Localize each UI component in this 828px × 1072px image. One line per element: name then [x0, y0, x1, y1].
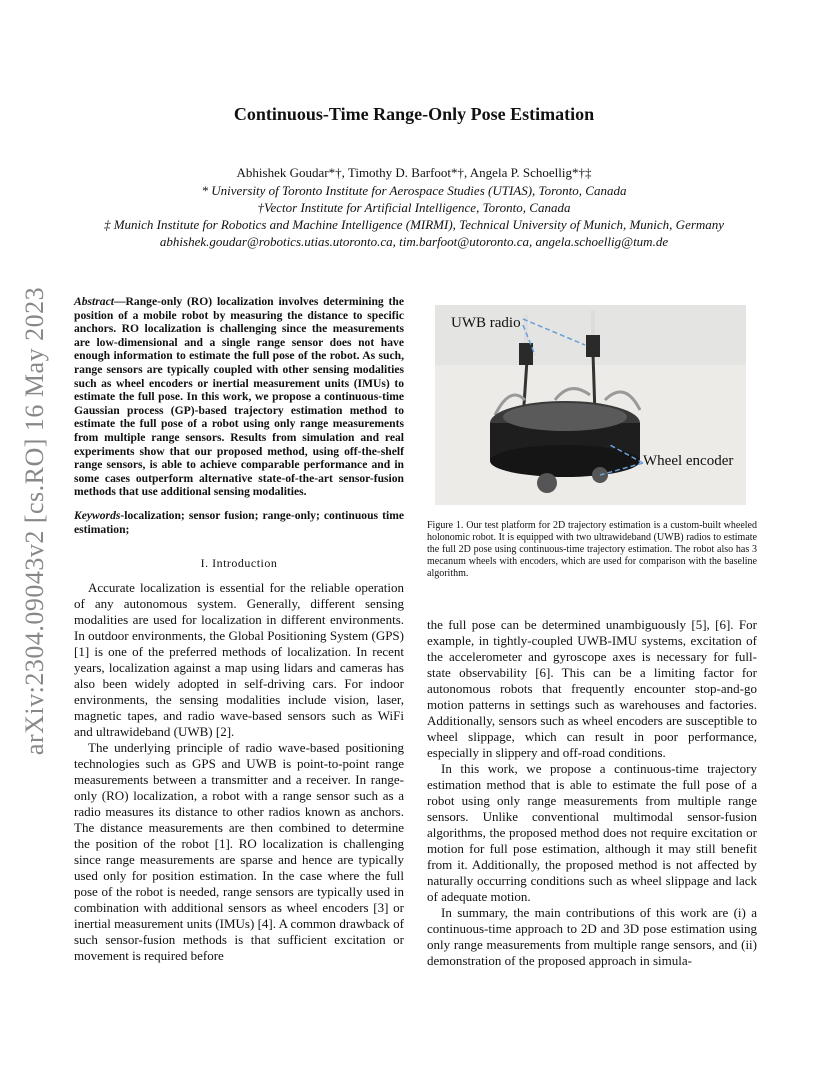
- left-column: [74, 295, 404, 964]
- affiliation-utias: * University of Toronto Institute for Aerospace Studies (UTIAS), Toronto, Canada: [201, 183, 627, 198]
- affiliation-mirmi: ‡ Munich Institute for Robotics and Machine Intelligence (MIRMI), Technical University of Munich, Munich, Germany: [103, 217, 725, 232]
- abstract-label: Abstract: [74, 295, 114, 308]
- figure-label-wheel: Wheel encoder: [643, 453, 734, 469]
- keywords-label: Keywords: [74, 508, 121, 522]
- authors: Abhishek Goudar*†, Timothy D. Barfoot*†, Angela P. Schoellig*†‡: [236, 165, 592, 180]
- robot-photo: [435, 305, 746, 505]
- abstract: [74, 295, 404, 499]
- right-paragraph-1: the full pose can be determined unambiguously [5], [6]. For example, in tightly-coupled UWB-IMU systems, excitation of the accelerometer and gyroscope axes is necessary for full-state observability [6]. This can be a limiting factor for autonomous robots that frequently encounter stop-and-go motion patterns in settings such as warehouses and factories. Additionally, sensors such as wheel encoders are susceptible to wheel slippage, which can result in poor performance, especially in slippery and off-road conditions.: [427, 617, 757, 760]
- figure-caption: Figure 1. Our test platform for 2D trajectory estimation is a custom-built wheeled holonomic robot. It is equipped with two ultrawideband (UWB) radios to estimate the full 2D pose using continuous-time trajectory estimation. The robot also has 3 mecanum wheels with encoders, which are used for comparison with the baseline algorithm.: [427, 520, 757, 579]
- intro-body: [74, 580, 404, 964]
- robot-illustration: [435, 305, 746, 505]
- right-paragraph-3: In summary, the main contributions of this work are (i) a continuous-time approach to 2D and 3D pose estimation using only range measurements from multiple range sensors, and (ii) demonstration of the proposed approach in simula-: [427, 905, 757, 968]
- right-paragraph-2: In this work, we propose a continuous-time trajectory estimation method that is able to estimate the full pose of a robot using only range measurements from multiple range sensors. Unlike conventional multimodal sensor-fusion algorithms, the proposed method does not require excitation or motion for full pose estimation, although it may still benefit from it. Additionally, the proposed method is not affected by naturally occurring conditions such as wheel slippage and lack of adequate motion.: [427, 761, 757, 904]
- section-heading-introduction: I. Introduction: [200, 556, 278, 571]
- intro-paragraph-2: The underlying principle of radio wave-based positioning technologies such as GPS and UWB is point-to-point range measurements between a transmitter and a receiver. In range-only (RO) localization, a robot with a range sensor such as a radio measures its distance to other radios known as anchors. The distance measurements are then combined to determine the position of the robot [1]. RO localization is challenging since range measurements are sparse and hence are typically used only for position estimation. In the case where the full pose of the robot is needed, range sensors are typically used in combination with additional sensors as wheel encoders [3] or inertial measurement units (IMUs) [4]. A common drawback of such sensor-fusion methods is that sufficient excitation or movement is required before: [74, 740, 404, 964]
- author-emails: abhishek.goudar@robotics.utias.utoronto.ca, tim.barfoot@utoronto.ca, angela.schoellig@tum.de: [159, 234, 669, 249]
- keywords: [74, 509, 404, 536]
- abstract-text: —Range-only (RO) localization involves determining the position of a mobile robot by measuring the distance to specific anchors. RO localization is challenging since the measurements are low-dimensional and a single range sensor does not have enough information to estimate the full pose of the robot. As such, range sensors are typically coupled with other sensing modalities such as wheel encoders or inertial measurement units (IMUs) to estimate the full pose. In this work, we propose a continuous-time Gaussian process (GP)-based trajectory estimation method to estimate the full pose of a robot using only range measurements from multiple range sensors. Results from simulation and real experiments show that our proposed method, using off-the-shelf range sensors, is able to achieve comparable performance and in some cases outperform alternative state-of-the-art sensor-fusion methods that use additional sensing modalities.: [74, 295, 404, 499]
- paper-title: Continuous-Time Range-Only Pose Estimation: [233, 104, 595, 124]
- figure-label-uwb: UWB radio: [451, 315, 521, 331]
- keywords-text: -localization; sensor fusion; range-only; continuous time estimation;: [74, 508, 404, 536]
- intro-paragraph-1: Accurate localization is essential for the reliable operation of any autonomous system. Generally, different sensing modalities are used for localization in different environments. In outdoor environments, the Global Positioning System (GPS) [1] is one of the preferred methods of localization. In recent years, localization against a map using lidars and cameras has also been widely adopted in self-driving cars. For indoor environments, the sensing modalities include vision, laser, magnetic tapes, and radio wave-based sensors such as WiFi and ultrawideband (UWB) [2].: [74, 580, 404, 740]
- right-column-body: [427, 617, 757, 969]
- affiliation-vector: †Vector Institute for Artificial Intelligence, Toronto, Canada: [257, 200, 571, 215]
- arxiv-sidebar-id: arXiv:2304.09043v2 [cs.RO] 16 May 2023: [20, 286, 49, 756]
